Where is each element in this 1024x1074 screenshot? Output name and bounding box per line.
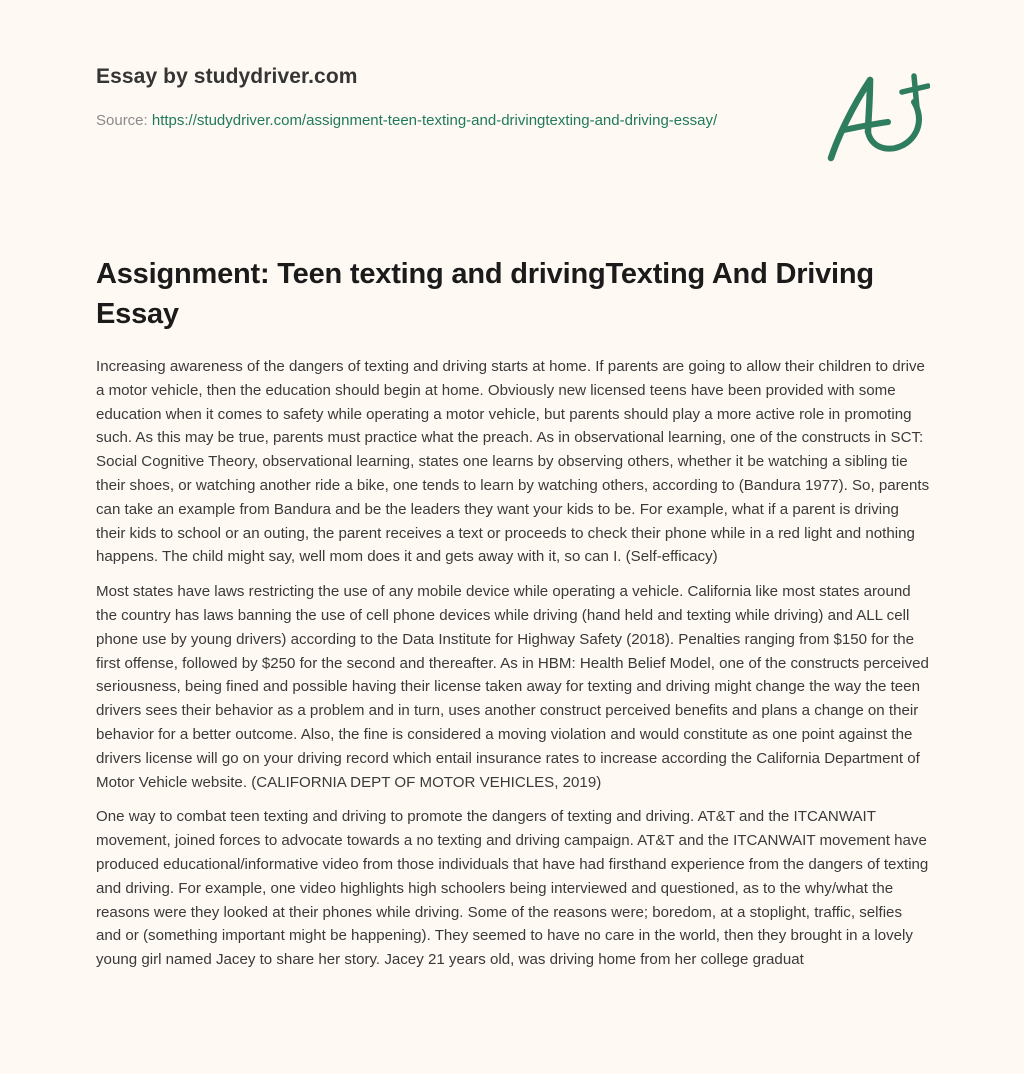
source-line: [96, 109, 796, 133]
essay-paragraph: Increasing awareness of the dangers of texting and driving starts at home. If parents are going to allow their children to drive a motor vehicle, then the education should begin at home. Obviously new licensed teens have been provided with some education when it comes to safety while operating a motor vehicle, but parents should play a more active role in promoting such. As this may be true, parents must practice what the preach. As in observational learning, one of the constructs in SCT: Social Cognitive Theory, observational learning, states one learns by observing others, whether it be watching a sibling tie their shoes, or watching another ride a bike, one tends to learn by watching others, according to (Bandura 1977). So, parents can take an example from Bandura and be the leaders they want your kids to be. For example, what if a parent is driving their kids to school or an outing, the parent receives a text or proceeds to check their phone while in a red light and nothing happens. The child might say, well mom does it and gets away with it, so can I. (Self-efficacy): [96, 358, 930, 566]
source-link[interactable]: https://studydriver.com/assignment-teen-texting-and-drivingtexting-and-driving-essay/: [151, 112, 718, 129]
essay-body: [96, 355, 930, 983]
essay-title: Assignment: Teen texting and drivingTexting And Driving Essay: [96, 258, 874, 330]
a-plus-grade-icon: [818, 62, 930, 166]
essay-paragraph: One way to combat teen texting and driving to promote the dangers of texting and driving. AT&T and the ITCANWAIT movement, joined forces to advocate towards a no texting and driving campaign. AT&T and the ITCANWAIT movement have produced educational/informative video from those individuals that have had firsthand experience from the dangers of texting and driving. For example, one video highlights high schoolers being interviewed and questioned, as to the why/what the reasons were they looked at their phones while driving. Some of the reasons were; boredom, at a stoplight, traffic, selfies and or (something important might be happening). They seemed to have no care in the world, then they brought in a lovely young girl named Jacey to share her story. Jacey 21 years old, was driving home from her college graduat: [96, 808, 929, 969]
essay-paragraph: Most states have laws restricting the use of any mobile device while operating a vehicle. California like most states around the country has laws banning the use of cell phone devices while driving (hand held and texting while driving) and ALL cell phone use by young drivers) according to the Data Institute for Highway Safety (2018). Penalties ranging from $150 for the first offense, followed by $250 for the second and thereafter. As in HBM: Health Belief Model, one of the constructs perceived seriousness, being fined and possible having their license taken away for texting and driving might change the way the teen drivers sees their behavior as a problem and in turn, uses another construct perceived benefits and plans a change on their behavior for a better outcome. Also, the fine is considered a moving violation and would constitute as one point against the drivers license will go on your driving record which entail insurance rates to increase according the California Department of Motor Vehicle website. (CALIFORNIA DEPT OF MOTOR VEHICLES, 2019): [96, 583, 929, 791]
page-header: [96, 62, 796, 133]
site-title: Essay by studydriver.com: [96, 65, 358, 88]
source-label: Source:: [96, 112, 148, 129]
